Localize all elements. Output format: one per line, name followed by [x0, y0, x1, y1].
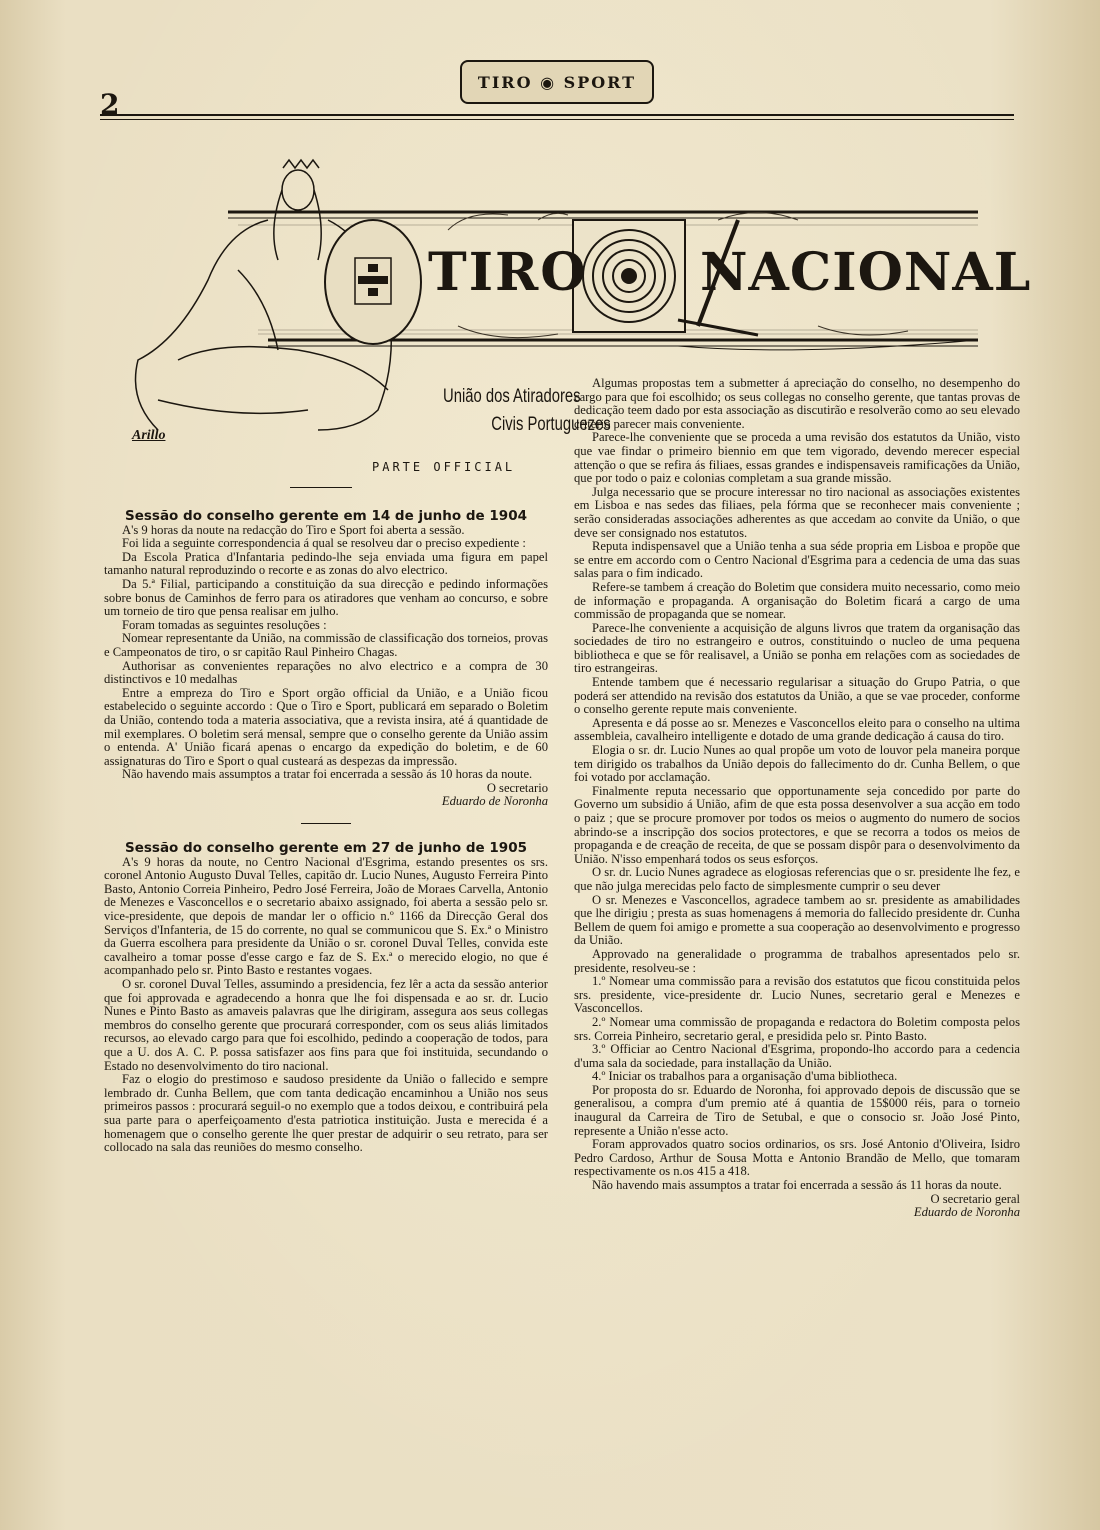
signature-name-1904: Eduardo de Noronha — [441, 794, 548, 809]
paragraph: Refere-se tambem á creação do Boletim que considera muito necessario, como meio de informação e propaganda. A organisação do Boletim ficará a cargo de uma commissão de propaganda que se nomear. — [574, 579, 1020, 622]
paragraph: Faz o elogio do prestimoso e saudoso presidente da União o fallecido e sempre lembrado dr. Cunha Bellem, que com tanta dedicação encaminhou a União nos seus primeiros passos : procurará seguil-o no exemplo que a todos deixou, e contribuirá pela sua parte para o aperfeiçoamento d'esta patriotica instituição. Justa e merecida é a homenagem que o conselho gerente lhe quer prestar de adquirir o seu retrato, para ser collocado na sala das reuniões do mesmo conselho. — [104, 1072, 548, 1155]
divider — [290, 487, 352, 488]
paragraph: Da Escola Pratica d'Infantaria pedindo-lhe seja enviada uma figura em papel tamanho natural reproduzindo o recorte e as zonas do alvo electrico. — [104, 549, 548, 578]
paragraph: O sr. coronel Duval Telles, assumindo a presidencia, fez lêr a acta da sessão anterior que foi approvada e agradecendo a honra que lhe foi dispensada e ao sr. dr. Lucio Nunes e Pinto Basto as amaveis palavras que lhe dirigiram, assegura aos seus collegas membros do conselho gerente que procurará corresponder, com os seus aliás limitados recursos, ao elevado cargo para que foi escolhido, pedindo a cooperação de todos, para que a U. dos A. C. P. possa satisfazer aos fins para que foi instituida, secundando o Estado no desenvolvimento do tiro nacional. — [104, 977, 548, 1073]
paragraph: O sr. Menezes e Vasconcellos, agradece tambem ao sr. presidente as amabilidades que lhe dirigiu ; presta as suas homenagens á memoria do fallecido presidente dr. Cunha Bellem de quem foi amigo e promette a sua cooperação ao desenvolvimento e progresso da União. — [574, 892, 1020, 948]
header-rule — [100, 114, 1014, 116]
paragraph: Julga necessario que se procure interessar no tiro nacional as associações existentes em Lisboa e nas sedes das filiaes, pela fórma que se reconhecer mais conveniente ; serão consideradas associações adherentes as que accedam ao convite da União, o que deve ser consignado nos estatutos. — [574, 484, 1020, 540]
paragraph: Não havendo mais assumptos a tratar foi encerrada a sessão ás 11 horas da noute. — [592, 1178, 1002, 1193]
paragraph: Parece-lhe conveniente que se proceda a uma revisão dos estatutos da União, visto que vae findar o primeiro biennio em que tem vigorado, devendo merecer especial attenção o que se refira ás filiaes, essas grandes e indispensaveis ramificações da União, que por todo o paiz e colonias completam a sua grande missão. — [574, 430, 1020, 486]
header-rule-thin — [100, 119, 1014, 120]
paragraph: O sr. dr. Lucio Nunes agradece as elogiosas referencias que o sr. presidente lhe fez, e que não julga merecidas pelo facto de simplesmente cumprir o seu dever — [574, 865, 1020, 893]
paragraph: Da 5.ª Filial, participando a constituição da sua direcção e pedindo informações sobre bonus de Caminhos de ferro para os atiradores que venham ao concurso, e sobre um torneio de tiro que pensa realisar em julho. — [104, 576, 548, 619]
masthead-logo: TIRO ◉ SPORT — [460, 60, 654, 104]
paragraph: Foram approvados quatro socios ordinarios, os srs. José Antonio d'Oliveira, Isidro Pedro Cardoso, Arthur de Sousa Motta e Antonio Brandão de Mello, que tomaram respectivamente os n.os 415 a 418. — [574, 1137, 1020, 1179]
left-column — [104, 510, 548, 1155]
signature-name-1905: Eduardo de Noronha — [913, 1205, 1020, 1220]
paragraph: Por proposta do sr. Eduardo de Noronha, foi approvado depois de discussão que se generalisou, a compra d'um premio até á quantia de 15$000 réis, para o torneio inaugural da Carreira de Tiro de Setubal, e que o consocio sr. João José Pinto, represente a União n'esse acto. — [574, 1082, 1020, 1138]
resolution-item: 4.º Iniciar os trabalhos para a organisação d'uma bibliotheca. — [592, 1069, 898, 1084]
resolution-item: 2.º Nomear uma commissão de propaganda e redactora do Boletim composta pelos srs. Correia Pinheiro, secretario geral, e presidida pelo sr. Pinto Basto. — [574, 1014, 1020, 1043]
paragraph: Elogia o sr. dr. Lucio Nunes ao qual propõe um voto de louvor pela maneira porque tem dirigido os trabalhos da União depois do fallecimento do dr. Cunha Bellem, o que foi votado por acclamação. — [574, 743, 1020, 785]
paragraph: Parece-lhe conveniente a acquisição de alguns livros que tratem da organisação das sociedades de tiro no estrangeiro e outros, constituindo o nucleo de uma pequena bibliotheca e que se fôr realisavel, a União se ponha em relações com as sociedades de tiro estrangeiras. — [574, 620, 1020, 676]
paragraph: Approvado na generalidade o programma de trabalhos apresentados pelo sr. presidente, resolveu-se : — [574, 946, 1020, 975]
paragraph: Não havendo mais assumptos a tratar foi encerrada a sessão ás 10 horas da noute. — [122, 767, 533, 782]
right-column — [574, 377, 1020, 1220]
signature-title-1904: O secretario — [486, 780, 548, 795]
resolution-item: 1.º Nomear uma commissão para a revisão dos estatutos que ficou constituida pelos srs. presidente, vice-presidente dr. Lucio Nunes, secretario geral e Menezes e Vasconcellos. — [574, 974, 1020, 1016]
paragraph: Finalmente reputa necessario que opportunamente seja concedido por parte do Governo um subsidio á União, afim de que esta possa desenvolver a sua acção em todo o paiz ; que se procure promover por todos os meios o augmento do numero de socios abrindo-se a inscripção dos socios protectores, e que se recorra a todos os meios de propaganda e de creação de receita, de que se possam dispôr para o desenvolvimento da União. N'isso empenhará todos os seus esforços. — [574, 783, 1020, 866]
heading-session-1905: Sessão do conselho gerente em 27 de junho de 1905 — [125, 840, 527, 857]
paragraph: Entre a empreza do Tiro e Sport orgão official da União, e a União ficou estabelecido o seguinte accordo : Que o Tiro e Sport, publicará em separado o Boletim da União, contendo toda a materia associativa, que a revista insira, até á quantidade de mil exemplares. O boletim será mensal, sempre que o conselho gerente da União assim o entenda. A' União ficará apenas o encargo da expedição do boletim, e de 60 assignaturas do Tiro e Sport o qual custeará as despezas da impressão. — [104, 685, 548, 768]
paragraph: Entende tambem que é necessario regularisar a situação do Grupo Patria, o que poderá ser attendido na revisão dos estatutos da União, a que se vae proceder, conforme o conselho gerente repute mais conveniente. — [574, 675, 1020, 717]
paragraph: Foi lida a seguinte correspondencia á qual se resolveu dar o preciso expediente : — [122, 536, 526, 551]
resolution-item: 3.º Officiar ao Centro Nacional d'Esgrima, propondo-lho accordo para a cedencia d'uma sala da sociedade, para installação da União. — [574, 1042, 1020, 1070]
illustrator-signature: Arillo — [132, 428, 166, 443]
paragraph: Nomear representante da União, na commissão de classificação dos torneios, provas e Campeonatos de tiro, o sr capitão Raul Pinheiro Chagas. — [104, 631, 548, 659]
paragraph: Reputa indispensavel que a União tenha a sua séde propria em Lisboa e propõe que se entre em accordo com o Centro Nacional d'Esgrima para a cedencia de uma das suas salas para o fim indicado. — [574, 539, 1020, 581]
paragraph: Authorisar as convenientes reparações no alvo electrico e a compra de 30 distinctivos e 10 medalhas — [104, 658, 548, 687]
signature-title-1905: O secretario geral — [930, 1191, 1020, 1206]
section-label-parte-official: PARTE OFFICIAL — [372, 460, 516, 474]
subtitle-line-1: União dos Atiradores — [443, 386, 581, 407]
paragraph: A's 9 horas da noute na redacção do Tiro e Sport foi aberta a sessão. — [122, 522, 465, 537]
paragraph: Apresenta e dá posse ao sr. Menezes e Vasconcellos eleito para o conselho na ultima assembleia, cavalheiro intelligente e dotado de uma grande dedicação á causa do tiro. — [574, 715, 1020, 744]
divider — [301, 823, 351, 824]
paragraph: Algumas propostas tem a submetter á apreciação do conselho, no desempenho do cargo para que foi escolhido; os seus collegas no conselho gerente, que tantas provas de dedicação teem dado por esta associação as discutirão e resolverão como ao seu elevado criterio parecer mais conveniente. — [574, 376, 1020, 431]
banner-title-tiro: TIRO — [428, 242, 588, 303]
page-number: 2 — [100, 88, 120, 121]
paragraph: A's 9 horas da noute, no Centro Nacional d'Esgrima, estando presentes os srs. coronel Antonio Augusto Duval Telles, capitão dr. Lucio Nunes, Augusto Ferreira Pinto Basto, Antonio Correia Pinheiro, Pedro José Ferreira, João de Moraes Carvella, Antonio de Menezes e Vasconcellos e o secretario abaixo assignado, foi aberta a sessão pelo sr. vice-presidente, que depois de mandar ler o officio n.º 1166 da Direcção Geral dos Serviços d'Infanteria, de 15 do corrente, no qual se communicou que S. Ex.ª o Ministro da Guerra escolhera para presidente da União o sr. coronel Duval Telles, convida este cavalheiro a tomar posse d'esse cargo e faz de S. Ex.ª o merecido elogio, no que é acompanhado pelo sr. Pinto Basto e restantes vogaes. — [104, 854, 548, 978]
heading-session-1904: Sessão do conselho gerente em 14 de junho de 1904 — [125, 508, 527, 524]
subtitle-line-2: Civis Portuguezes — [491, 414, 611, 435]
paragraph: Foram tomadas as seguintes resoluções : — [122, 617, 327, 632]
banner-title-nacional: NACIONAL — [700, 242, 1032, 303]
